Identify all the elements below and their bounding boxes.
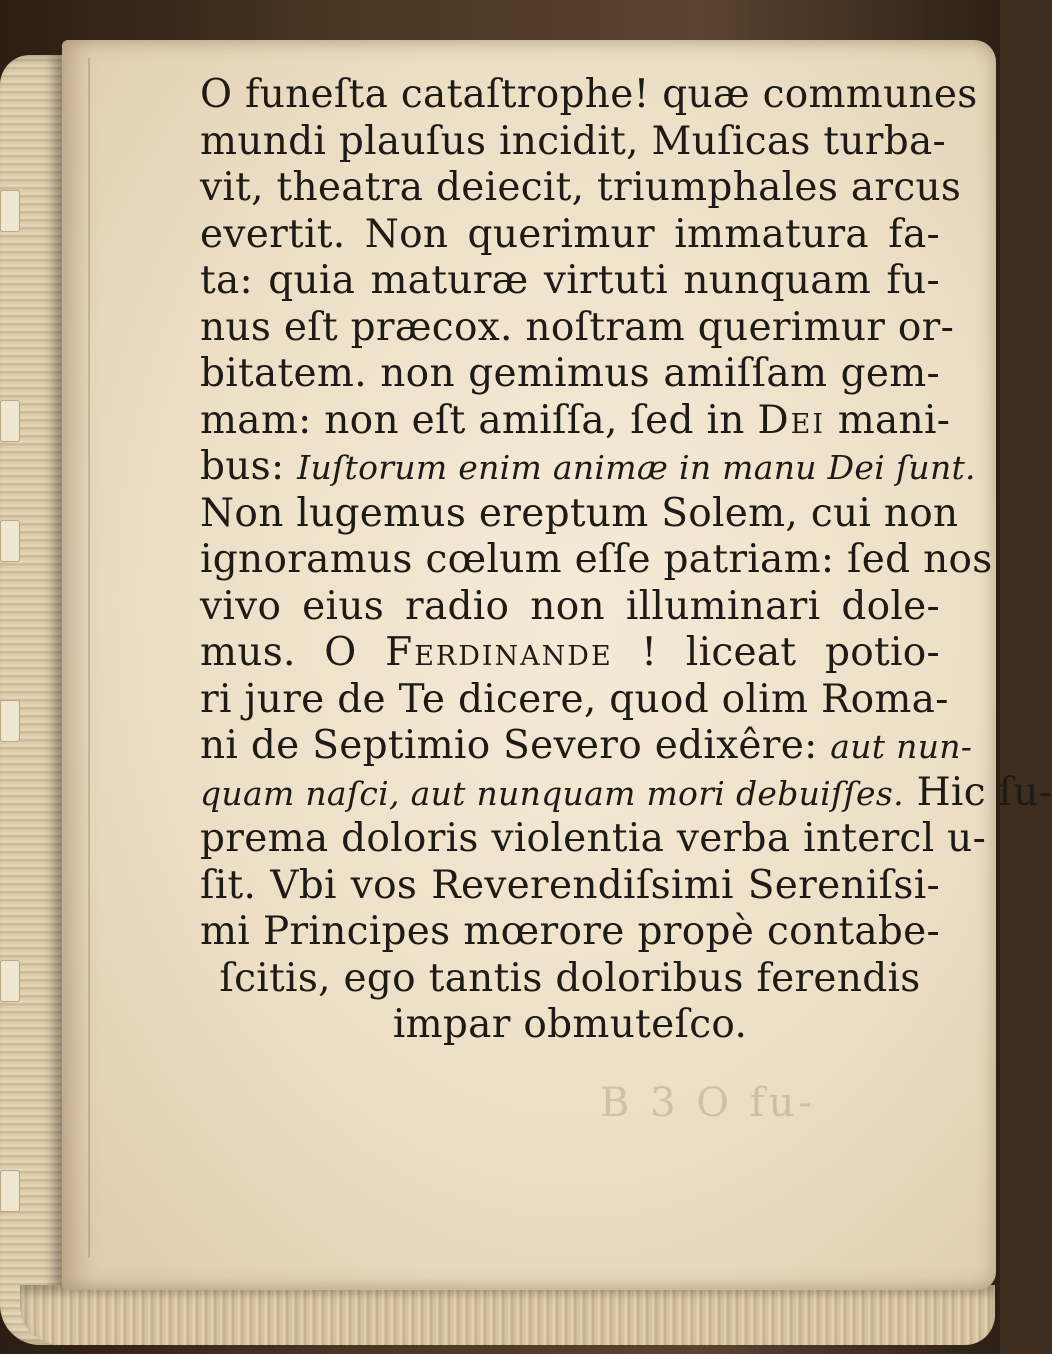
text-span: bus: xyxy=(200,444,285,489)
text-line xyxy=(200,397,951,445)
ferdinande-small-caps: Ferdinande xyxy=(385,630,613,675)
italic-quotation: quam naſci, aut nunquam mori debuiſſes. xyxy=(200,773,904,813)
text-line xyxy=(200,444,976,491)
text-line: Non lugemus ereptum Solem, cui non xyxy=(200,490,959,536)
text-line xyxy=(200,769,1052,817)
text-line: O funeſta cataſtrophe! quæ communes xyxy=(200,72,978,117)
text-line: ignoramus cœlum eſſe patriam: ſed nos xyxy=(200,537,993,582)
text-line: ſcitis, ego tantis doloribus ferendis xyxy=(219,955,921,1001)
text-span: Hic ſu- xyxy=(916,769,1052,815)
page-tab xyxy=(0,520,20,562)
text-line xyxy=(200,723,973,770)
page-tab xyxy=(0,960,20,1002)
show-through-text: B 3 O fu- xyxy=(600,1080,816,1126)
text-span: mani- xyxy=(837,397,951,443)
text-line: prema doloris violentia verba intercl u- xyxy=(200,816,987,861)
text-line: vit, theatra deiecit, triumphales arcus xyxy=(200,165,962,210)
text-line: impar obmuteſco. xyxy=(392,1002,748,1047)
italic-quotation: aut nun- xyxy=(830,727,973,766)
page-tab xyxy=(0,700,20,742)
text-line: ri jure de Te dicere, quod olim Roma- xyxy=(200,676,949,722)
text-line: mundi plauſus incidit, Muſicas turba- xyxy=(200,118,947,164)
text-span: mus. O xyxy=(200,630,357,675)
text-line: ta: quia maturæ virtuti nunquam fu- xyxy=(200,258,940,303)
deus-small-caps: Dei xyxy=(757,397,825,443)
text-line: bitatem. non gemimus amiſſam gem- xyxy=(200,351,940,396)
text-line: nus eſt præcox. noſtram querimur or- xyxy=(200,304,955,350)
text-line: vivo eius radio non illuminari dole- xyxy=(200,583,940,629)
text-line: evertit. Non querimur immatura fa- xyxy=(200,211,940,257)
book-page-edges-bottom xyxy=(20,1285,995,1345)
text-line: ſit. Vbi vos Reverendiſsimi Sereniſsi- xyxy=(200,862,940,908)
page-tab xyxy=(0,190,20,232)
page-tab xyxy=(0,400,20,442)
page-tab xyxy=(0,1170,20,1212)
text-line: mi Principes mœrore propè contabe- xyxy=(200,909,940,954)
body-text xyxy=(200,72,1052,1049)
text-line xyxy=(200,630,940,677)
italic-quotation: Iuſtorum enim animæ in manu Dei ſunt. xyxy=(297,448,976,487)
text-span: ni de Septimio Severo edixêre: xyxy=(200,723,818,768)
text-span: mam: non eſt amiſſa, ſed in xyxy=(200,397,745,443)
text-span: ! liceat potio- xyxy=(641,630,941,675)
